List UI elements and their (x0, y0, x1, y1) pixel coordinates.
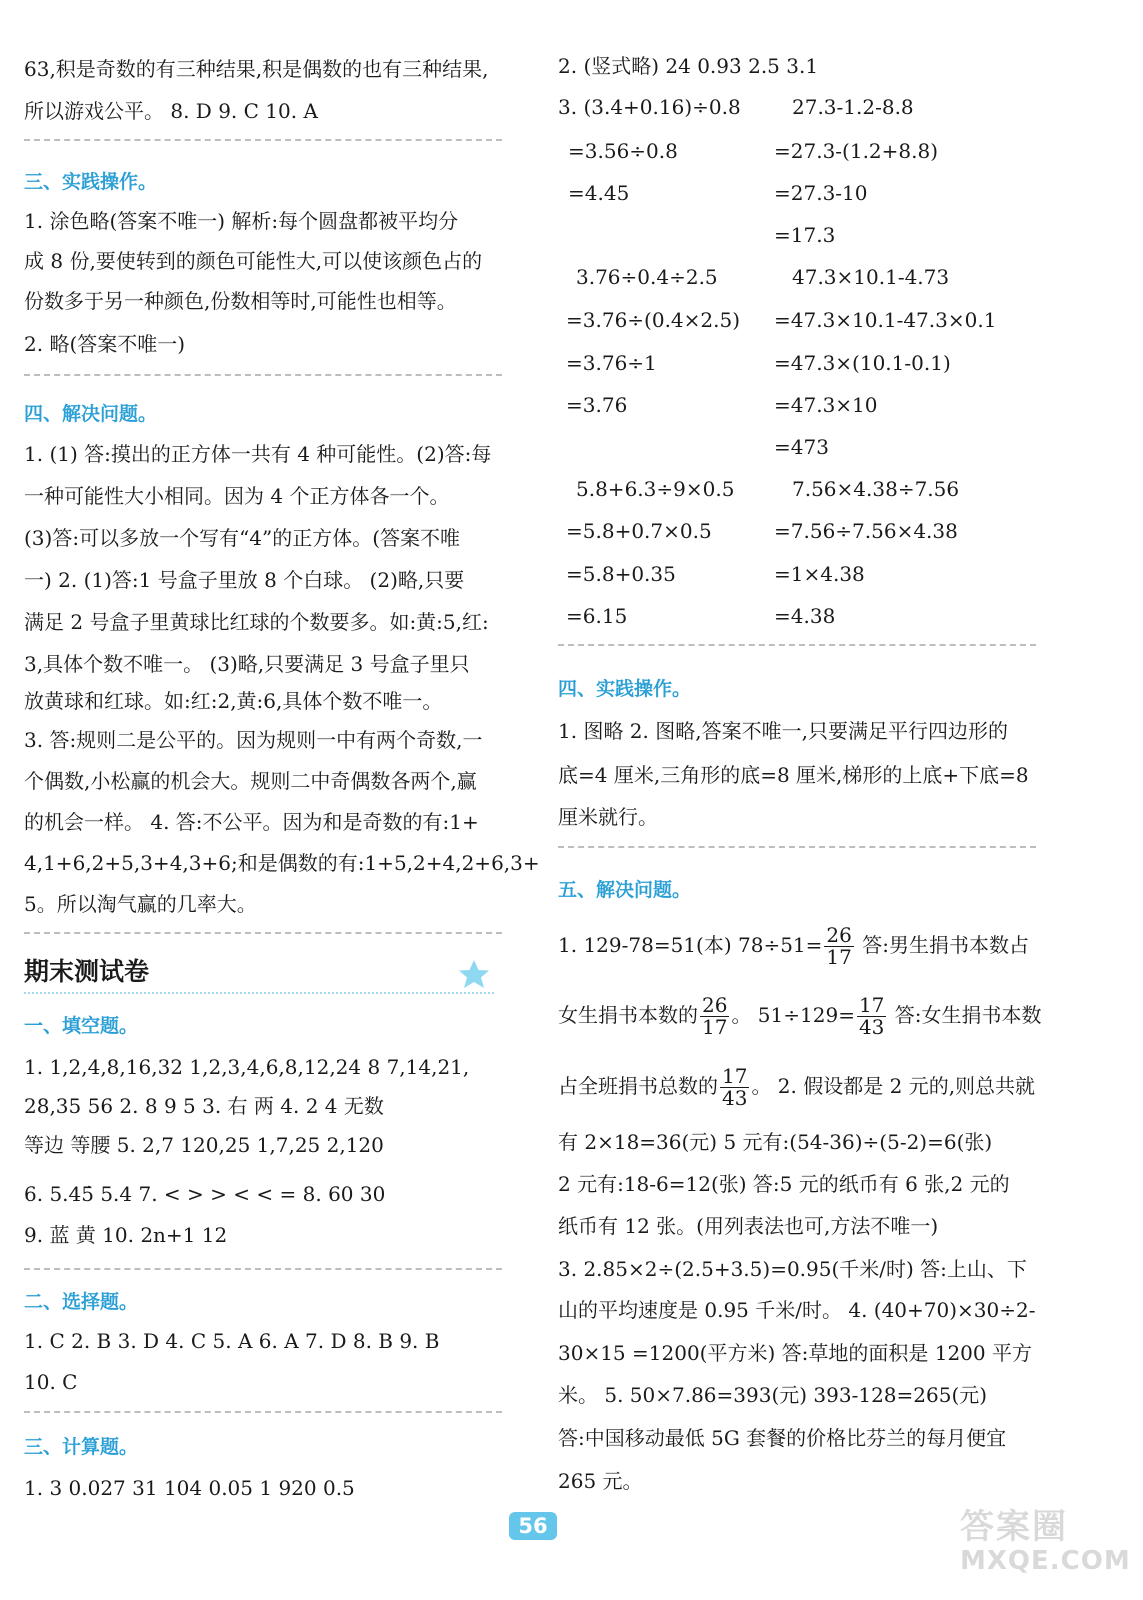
text-segment: 女生捐书本数的 (558, 1003, 698, 1027)
text-line: 一种可能性大小相同。因为 4 个正方体各一个。 (24, 484, 450, 508)
watermark-url: MXQE.COM (960, 1546, 1131, 1577)
title-underline (24, 992, 494, 994)
fraction-denominator: 17 (702, 1015, 728, 1039)
calc-step: =6.15 (566, 604, 628, 628)
calc-step: =473 (774, 435, 829, 459)
divider (24, 374, 502, 376)
text-line: 的机会一样。 4. 答:不公平。因为和是奇数的有:1+ (24, 810, 479, 834)
calc-step: =47.3×10.1-47.3×0.1 (774, 308, 997, 332)
text-line: 3,具体个数不唯一。 (3)略,只要满足 3 号盒子里只 (24, 652, 470, 676)
section-heading: 五、解决问题。 (558, 879, 692, 901)
calc-step: =1×4.38 (774, 562, 865, 586)
fraction-numerator: 26 (702, 993, 728, 1017)
section-heading: 一、填空题。 (24, 1015, 139, 1037)
text-line: 2. 略(答案不唯一) (24, 332, 186, 356)
text-segment: 占全班捐书总数的 (558, 1074, 718, 1098)
divider (24, 1268, 502, 1270)
fraction (824, 925, 853, 968)
text-line: 1. 图略 2. 图略,答案不唯一,只要满足平行四边形的 (558, 719, 1008, 743)
calc-step: =27.3-10 (774, 181, 868, 205)
text-line: 63,积是奇数的有三种结果,积是偶数的也有三种结果, (24, 57, 489, 81)
calc-step: =17.3 (774, 223, 836, 247)
divider (558, 644, 1036, 646)
divider (558, 846, 1036, 848)
text-line: 28,35 56 2. 8 9 5 3. 右 两 4. 2 4 无数 (24, 1094, 384, 1118)
calc-step: =27.3-(1.2+8.8) (774, 139, 939, 163)
star-icon (456, 958, 492, 990)
section-heading: 三、计算题。 (24, 1436, 139, 1458)
text-line: 山的平均速度是 0.95 千米/时。 4. (40+70)×30÷2- (558, 1298, 1036, 1322)
divider (24, 932, 502, 934)
text-segment: 。 51÷129= (731, 1003, 855, 1027)
divider (24, 139, 502, 141)
text-line: 一) 2. (1)答:1 号盒子里放 8 个白球。 (2)略,只要 (24, 568, 465, 592)
calc-step: 47.3×10.1-4.73 (792, 265, 950, 289)
section-heading: 三、实践操作。 (24, 171, 158, 193)
text-line: 2. (竖式略) 24 0.93̇ 2.5 3.1 (558, 54, 819, 78)
text-line: 3. 答:规则二是公平的。因为规则一中有两个奇数,一 (24, 728, 483, 752)
text-line: 2 元有:18-6=12(张) 答:5 元的纸币有 6 张,2 元的 (558, 1172, 1010, 1196)
text-line: 所以游戏公平。 8. D 9. C 10. A (24, 99, 318, 123)
text-segment: 答:女生捐书本数 (888, 1003, 1042, 1027)
fraction-numerator: 26 (826, 923, 852, 947)
text-line: 底=4 厘米,三角形的底=8 厘米,梯形的上底+下底=8 (558, 763, 1029, 787)
text-line: 1. 1,2,4,8,16,32 1,2,3,4,6,8,12,24 8 7,14,21, (24, 1055, 470, 1079)
text-line: 放黄球和红球。如:红:2,黄:6,具体个数不唯一。 (24, 689, 443, 713)
fraction-numerator: 17 (722, 1064, 748, 1088)
calc-step: =4.38 (774, 604, 836, 628)
calc-step: 3.76÷0.4÷2.5 (576, 265, 718, 289)
text-segment: 1. 129-78=51(本) 78÷51= (558, 933, 823, 957)
text-line: 米。 5. 50×7.86=393(元) 393-128=265(元) (558, 1383, 988, 1407)
fraction (720, 1066, 749, 1109)
text-line: 份数多于另一种颜色,份数相等时,可能性也相等。 (24, 289, 457, 313)
text-segment: 。 2. 假设都是 2 元的,则总共就 (751, 1074, 1036, 1098)
text-line: (3)答:可以多放一个写有“4”的正方体。(答案不唯 (24, 526, 461, 550)
calc-step: =3.76÷(0.4×2.5) (566, 308, 741, 332)
text-line: 5。所以淘气赢的几率大。 (24, 892, 257, 916)
fraction (857, 995, 886, 1038)
calc-step: =3.76 (566, 393, 628, 417)
text-line: 有 2×18=36(元) 5 元有:(54-36)÷(5-2)=6(张) (558, 1130, 993, 1154)
divider (24, 1411, 502, 1413)
section-heading: 二、选择题。 (24, 1291, 139, 1313)
calc-step: 3. (3.4+0.16)÷0.8 (558, 95, 741, 119)
page-number: 56 (509, 1512, 557, 1540)
calc-step: =47.3×10 (774, 393, 878, 417)
text-line: 厘米就行。 (558, 805, 658, 829)
calc-step: 7.56×4.38÷7.56 (792, 477, 960, 501)
test-title: 期末测试卷 (24, 957, 150, 986)
fraction (700, 995, 729, 1038)
section-heading: 四、实践操作。 (558, 678, 692, 700)
text-line (558, 925, 1029, 968)
calc-step: =47.3×(10.1-0.1) (774, 351, 951, 375)
text-line: 3. 2.85×2÷(2.5+3.5)=0.95(千米/时) 答:上山、下 (558, 1257, 1027, 1281)
calc-step: =4.45 (568, 181, 630, 205)
text-line: 6. 5.45̇ 5.4 7. < > > < < = 8. 60 30 (24, 1182, 386, 1206)
section-heading: 四、解决问题。 (24, 403, 158, 425)
text-line: 个偶数,小松赢的机会大。规则二中奇偶数各两个,赢 (24, 769, 477, 793)
watermark (960, 1508, 1131, 1577)
text-line: 265 元。 (558, 1469, 643, 1493)
calc-step: =3.76÷1 (566, 351, 657, 375)
text-line: 9. 蓝 黄 10. 2n+1 12 (24, 1223, 228, 1247)
text-line: 4,1+6,2+5,3+4,3+6;和是偶数的有:1+5,2+4,2+6,3+ (24, 851, 540, 875)
fraction-denominator: 43 (858, 1015, 885, 1039)
calc-step: =3.56÷0.8 (568, 139, 678, 163)
text-line: 10. C (24, 1370, 78, 1394)
text-line: 纸币有 12 张。(用列表法也可,方法不唯一) (558, 1214, 939, 1238)
fraction-numerator: 17 (858, 993, 885, 1017)
fraction-denominator: 17 (826, 945, 852, 969)
fraction-denominator: 43 (722, 1086, 748, 1110)
text-line: 30×15 =1200(平方米) 答:草地的面积是 1200 平方 (558, 1341, 1032, 1365)
text-line: 成 8 份,要使转到的颜色可能性大,可以使该颜色占的 (24, 249, 483, 273)
text-line: 1. 3 0.027 31 104 0.05 1 920 0.5 (24, 1476, 355, 1500)
text-segment: 答:男生捐书本数占 (855, 933, 1029, 957)
text-line: 等边 等腰 5. 2,7 120,25 1,7,25 2,120 (24, 1133, 384, 1157)
text-line: 1. 涂色略(答案不唯一) 解析:每个圆盘都被平均分 (24, 209, 459, 233)
text-line: 答:中国移动最低 5G 套餐的价格比芬兰的每月便宜 (558, 1426, 1007, 1450)
calc-step: 27.3-1.2-8.8 (792, 95, 914, 119)
text-line: 1. C 2. B 3. D 4. C 5. A 6. A 7. D 8. B 9. B (24, 1329, 440, 1353)
text-line: 满足 2 号盒子里黄球比红球的个数要多。如:黄:5,红: (24, 610, 489, 634)
text-line: 1. (1) 答:摸出的正方体一共有 4 种可能性。(2)答:每 (24, 442, 492, 466)
text-line (558, 1066, 1035, 1109)
calc-step: =5.8+0.7×0.5 (566, 519, 712, 543)
watermark-text: 答案圈 (960, 1507, 1068, 1547)
calc-step: 5.8+6.3÷9×0.5 (576, 477, 735, 501)
calc-step: =7.56÷7.56×4.38 (774, 519, 958, 543)
text-line (558, 995, 1042, 1038)
calc-step: =5.8+0.35 (566, 562, 676, 586)
